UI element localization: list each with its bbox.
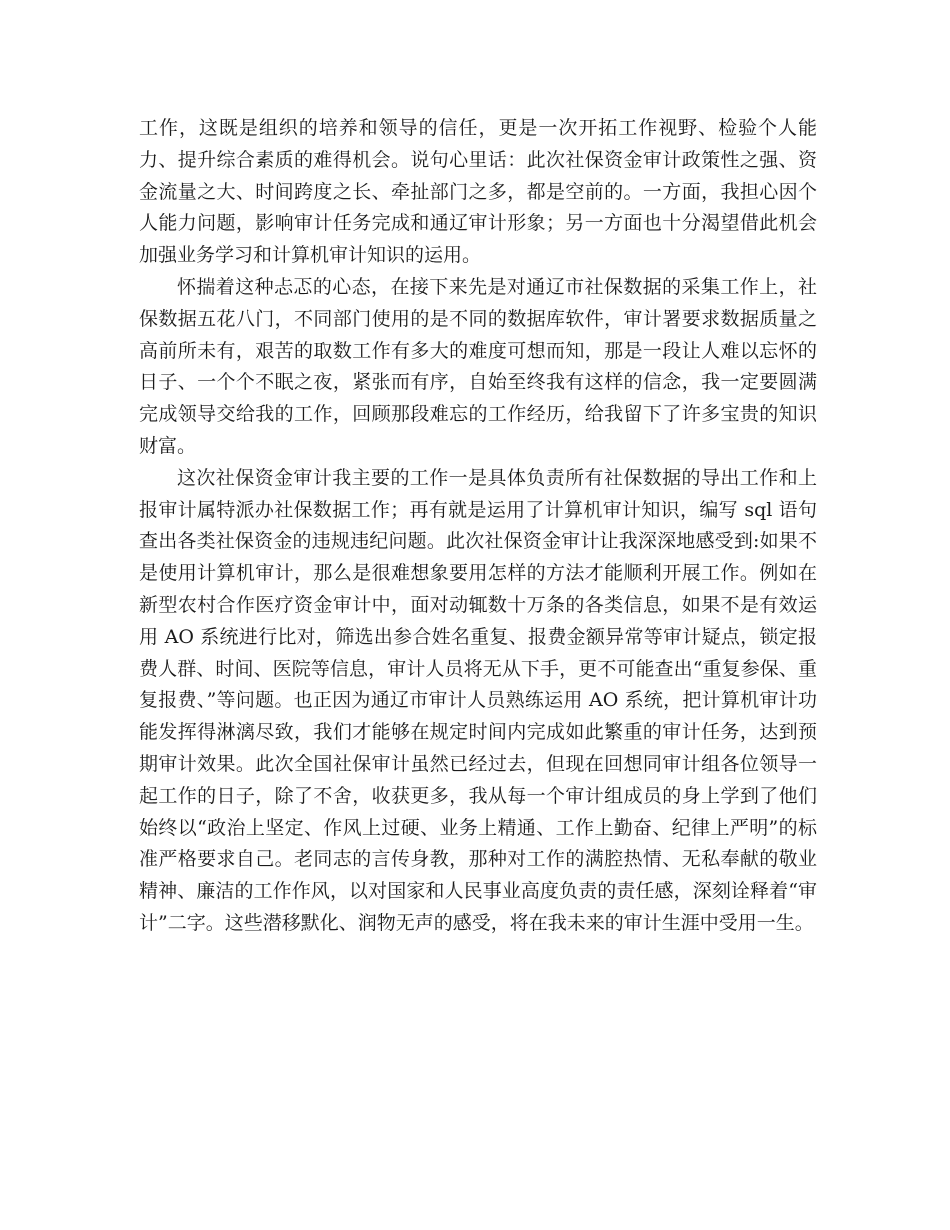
- paragraph-3: 这次社保资金审计我主要的工作一是具体负责所有社保数据的导出工作和上报审计属特派办社保数据工作；再有就是运用了计算机审计知识，编写 sql 语句查出各类社保资金的违规违纪问题。此次社保资金审计让我深深地感受到:如果不是使用计算机审计，那么是很难想象要用怎样的方法才能顺利开展工作。例如在新型农村合作医疗资金审计中，面对动辄数十万条的各类信息，如果不是有效运用 AO 系统进行比对，筛选出参合姓名重复、报费金额异常等审计疑点，锁定报费人群、时间、医院等信息，审计人员将无从下手，更不可能查出“重复参保、重复报费、”等问题。也正因为通辽市审计人员熟练运用 AO 系统，把计算机审计功能发挥得淋漓尽致，我们才能够在规定时间内完成如此繁重的审计任务，达到预期审计效果。此次全国社保审计虽然已经过去，但现在回想同审计组各位领导一起工作的日子，除了不舍，收获更多，我从每一个审计组成员的身上学到了他们始终以“政治上坚定、作风上过硬、业务上精通、工作上勤奋、纪律上严明”的标准严格要求自己。老同志的言传身教，那种对工作的满腔热情、无私奉献的敬业精神、廉洁的工作作风，以对国家和人民事业高度负责的责任感，深刻诠释着“审计”二字。这些潜移默化、润物无声的感受，将在我未来的审计生涯中受用一生。: [139, 466, 817, 934]
- paragraph-1: 工作，这既是组织的培养和领导的信任，更是一次开拓工作视野、检验个人能力、提升综合素质的难得机会。说句心里话：此次社保资金审计政策性之强、资金流量之大、时间跨度之长、牵扯部门之多，都是空前的。一方面，我担心因个人能力问题，影响审计任务完成和通辽审计形象；另一方面也十分渴望借此机会加强业务学习和计算机审计知识的运用。: [139, 117, 817, 267]
- document-body: [139, 113, 817, 940]
- paragraph-2: 怀揣着这种忐忑的心态，在接下来先是对通辽市社保数据的采集工作上，社保数据五花八门，不同部门使用的是不同的数据库软件，审计署要求数据质量之高前所未有，艰苦的取数工作有多大的难度可想而知，那是一段让人难以忘怀的日子、一个个不眠之夜，紧张而有序，自始至终我有这样的信念，我一定要圆满完成领导交给我的工作，回顾那段难忘的工作经历，给我留下了许多宝贵的知识财富。: [139, 275, 817, 457]
